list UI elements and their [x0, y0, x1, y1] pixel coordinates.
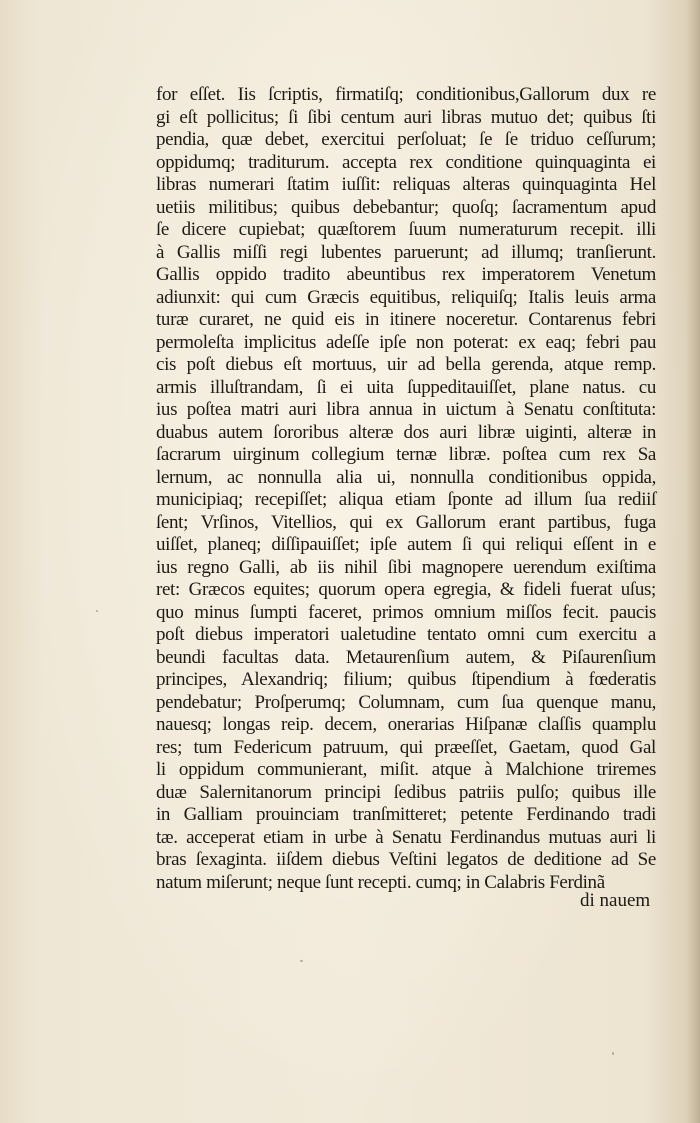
text-line: natum miſerunt; neque ſunt recepti. cumq; in Calabris Ferdinã: [156, 871, 605, 893]
text-line: pendia, quæ debet, exercitui perſoluat; ſe ſe triduo ceſſurum;: [156, 129, 656, 150]
text-line: poſt diebus imperatori ualetudine tentato omni cum exercitu a: [156, 624, 656, 645]
text-line: beundi facultas data. Metaurenſium autem, & Piſaurenſium: [156, 646, 656, 668]
text-line: libras numerari ſtatim iuſſit: reliquas alteras quinquaginta Hel: [156, 174, 656, 195]
text-line: uiſſet, planeq; diſſipauiſſet; ipſe autem ſi qui reliqui eſſent in e: [156, 534, 656, 555]
text-line: res; tum Federicum patruum, qui præeſſet, Gaetam, quod Gal: [156, 736, 656, 758]
paper-speck: [612, 1052, 614, 1055]
text-line: permoleſta implicitus adeſſe ipſe non poterat: ex eaq; febri pau: [156, 331, 656, 353]
text-line: armis illuſtrandam, ſi ei uita ſuppeditauiſſet, plane natus. cu: [156, 376, 656, 398]
text-line: ius regno Galli, ab iis nihil ſibi magnopere uerendum exiſtima: [156, 556, 656, 578]
text-line: quo minus ſumpti faceret, primos omnium miſſos fecit. paucis: [156, 601, 656, 623]
text-line: ius poſtea matri auri libra annua in uictum à Senatu conſtituta:: [156, 399, 656, 420]
text-line: ſe dicere cupiebat; quæſtorem ſuum numeraturum recepit. illi: [156, 219, 656, 240]
text-line: for eſſet. Iis ſcriptis, firmatiſq; conditionibus,Gallorum dux re: [156, 84, 656, 105]
text-line: cis poſt diebus eſt mortuus, uir ad bella gerenda, atque remp.: [156, 354, 656, 375]
text-line: in Galliam prouinciam tranſmitteret; petente Ferdinando tradi: [156, 804, 656, 825]
text-line: pendebatur; Proſperumq; Columnam, cum ſua quenque manu,: [156, 691, 656, 713]
text-line: nauesq; longas reip. decem, onerarias Hiſpanæ claſſis quamplu: [156, 714, 656, 735]
text-line: oppidumq; traditurum. accepta rex conditione quinquaginta ei: [156, 151, 656, 173]
text-line: duabus autem ſororibus alteræ dos auri libræ uiginti, alteræ in: [156, 421, 656, 443]
paper-speck: [300, 960, 303, 962]
text-block: [156, 84, 656, 894]
text-line: ſacrarum uirginum collegium ternæ libræ. poſtea cum rex Sa: [156, 444, 656, 465]
text-line: municipiaq; recepiſſet; aliqua etiam ſponte ad illum ſua rediiſ: [156, 489, 656, 510]
paper-speck: [96, 610, 98, 612]
text-line: turæ curaret, ne quid eis in itinere noceretur. Contarenus febri: [156, 309, 656, 330]
text-line: lernum, ac nonnulla alia ui, nonnulla conditionibus oppida,: [156, 466, 656, 488]
text-line: gi eſt pollicitus; ſi ſibi centum auri libras mutuo det; quibus ſti: [156, 106, 656, 128]
catchword: di nauem: [580, 890, 651, 911]
text-line: à Gallis miſſi regi lubentes paruerunt; ad illumq; tranſierunt.: [156, 241, 656, 263]
text-line: li oppidum communierant, miſit. atque à Malchione triremes: [156, 759, 656, 780]
text-line: tæ. acceperat etiam in urbe à Senatu Ferdinandus mutuas auri li: [156, 826, 656, 848]
text-line: ſent; Vrſinos, Vitellios, qui ex Gallorum erant partibus, fuga: [156, 511, 656, 533]
text-line: principes, Alexandriq; filium; quibus ſtipendium à fœderatis: [156, 669, 656, 690]
text-line: adiunxit: qui cum Græcis equitibus, reliquiſq; Italis leuis arma: [156, 286, 656, 308]
text-line: duæ Salernitanorum principi ſedibus patriis pulſo; quibus ille: [156, 781, 656, 803]
text-line: bras ſexaginta. iiſdem diebus Veſtini legatos de deditione ad Se: [156, 849, 656, 870]
text-line: uetiis militibus; quibus debebantur; quoſq; ſacramentum apud: [156, 196, 656, 218]
page-edge-shadow: [686, 0, 700, 1123]
text-line: Gallis oppido tradito abeuntibus rex imperatorem Venetum: [156, 264, 656, 285]
text-line: ret: Græcos equites; quorum opera egregia, & fideli fuerat uſus;: [156, 579, 656, 600]
